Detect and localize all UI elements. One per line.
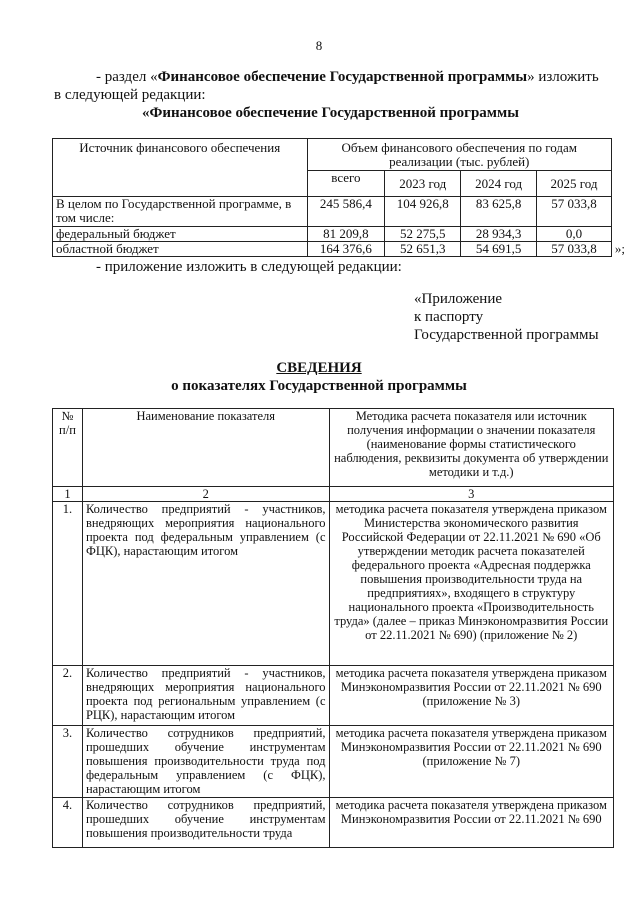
finance-subheader: 2025 год (537, 171, 612, 197)
table-row (53, 666, 614, 726)
intro-prefix: - раздел « (96, 69, 158, 85)
table-row (53, 502, 614, 666)
indicator-method: методика расчета показателя утверждена приказом Минэкономразвития России от 22.11.2021 № 690 (приложение № 7) (329, 726, 613, 798)
finance-cell: 52 651,3 (385, 242, 461, 257)
finance-cell: 104 926,8 (385, 197, 461, 227)
finance-row-label: В целом по Государственной программе, в том числе: (53, 197, 308, 227)
finance-subheader: всего (307, 171, 385, 197)
table-row (53, 798, 614, 848)
appendix-instruction: - приложение изложить в следующей редакции: (96, 259, 402, 275)
finance-cell: 245 586,4 (307, 197, 385, 227)
finance-subheader: 2024 год (461, 171, 537, 197)
finance-cell: 28 934,3 (461, 227, 537, 242)
indicator-name: Количество предприятий - участников, внедряющих мероприятия национального проекта под федеральным управлением (с ФЦК), нарастающим итогом (82, 502, 329, 666)
column-number: 2 (82, 487, 329, 502)
finance-cell: 57 033,8 (537, 197, 612, 227)
table-row (53, 197, 612, 227)
finance-cell-value: 57 033,8 (551, 241, 597, 256)
appendix-caption-line: «Приложение (414, 291, 503, 307)
closing-quote: »; (614, 241, 625, 256)
finance-subheader: 2023 год (385, 171, 461, 197)
indicator-num: 1. (53, 502, 83, 666)
page-title (0, 360, 638, 377)
appendix-caption-line: к паспорту (414, 309, 484, 325)
indicator-method: методика расчета показателя утверждена приказом Минэкономразвития России от 22.11.2021 № 690 (приложение № 3) (329, 666, 613, 726)
appendix-caption (414, 290, 599, 344)
finance-cell: 52 275,5 (385, 227, 461, 242)
column-numbers-row (53, 487, 614, 502)
intro-line-2: в следующей редакции: (54, 87, 206, 103)
intro-suffix: » изложить (527, 69, 599, 85)
indicators-header-name: Наименование показателя (82, 409, 329, 487)
finance-heading: «Финансовое обеспечение Государственной программы (142, 105, 519, 121)
finance-cell: 164 376,6 (307, 242, 385, 257)
indicators-table (52, 408, 614, 848)
page-subtitle: о показателях Государственной программы (171, 378, 467, 394)
column-number: 3 (329, 487, 613, 502)
column-number: 1 (53, 487, 83, 502)
indicator-num: 2. (53, 666, 83, 726)
finance-cell: 0,0 (537, 227, 612, 242)
intro-line-1 (96, 68, 616, 86)
table-row (53, 726, 614, 798)
finance-row-label: федеральный бюджет (53, 227, 308, 242)
indicator-num: 4. (53, 798, 83, 848)
page-title-text: СВЕДЕНИЯ (276, 360, 362, 376)
finance-header-source: Источник финансового обеспечения (53, 139, 308, 197)
indicators-header-num: № п/п (53, 409, 83, 487)
finance-cell: 54 691,5 (461, 242, 537, 257)
page-number: 8 (315, 38, 323, 53)
indicator-name: Количество предприятий - участников, внедряющих мероприятия национального проекта под региональным управлением (с РЦК), нарастающим итогом (82, 666, 329, 726)
finance-row-label: областной бюджет (53, 242, 308, 257)
finance-table (52, 138, 625, 257)
finance-header-volume: Объем финансового обеспечения по годам реализации (тыс. рублей) (307, 139, 612, 171)
table-row (53, 227, 612, 242)
indicator-num: 3. (53, 726, 83, 798)
indicator-name: Количество сотрудников предприятий, прошедших обучение инструментам повышения производительности труда под федеральным управлением (с ФЦК), нарастающим итогом (82, 726, 329, 798)
intro-section-name: Финансовое обеспечение Государственной программы (157, 69, 528, 85)
appendix-caption-line: Государственной программы (414, 327, 599, 343)
table-row (53, 242, 612, 257)
finance-cell: 83 625,8 (461, 197, 537, 227)
indicator-method: методика расчета показателя утверждена приказом Минэкономразвития России от 22.11.2021 № 690 (329, 798, 613, 848)
finance-cell (537, 241, 625, 257)
indicator-method: методика расчета показателя утверждена приказом Министерства экономического развития Российской Федерации от 22.11.2021 № 690 «Об утверждении методик расчета показателей федерального проекта «Адресная поддержка повышения производительности труда на предприятиях», входящего в структуру национального проекта «Производительность труда» (далее – приказ Минэкономразвития России от 22.11.2021 № 690) (приложение № 2) (329, 502, 613, 666)
indicators-header-method: Методика расчета показателя или источник получения информации о значении показателя (наименование формы статистического наблюдения, реквизиты документа об утверждении методики и т.д.) (329, 409, 613, 487)
indicator-name: Количество сотрудников предприятий, прошедших обучение инструментам повышения производительности труда (82, 798, 329, 848)
finance-cell: 81 209,8 (307, 227, 385, 242)
